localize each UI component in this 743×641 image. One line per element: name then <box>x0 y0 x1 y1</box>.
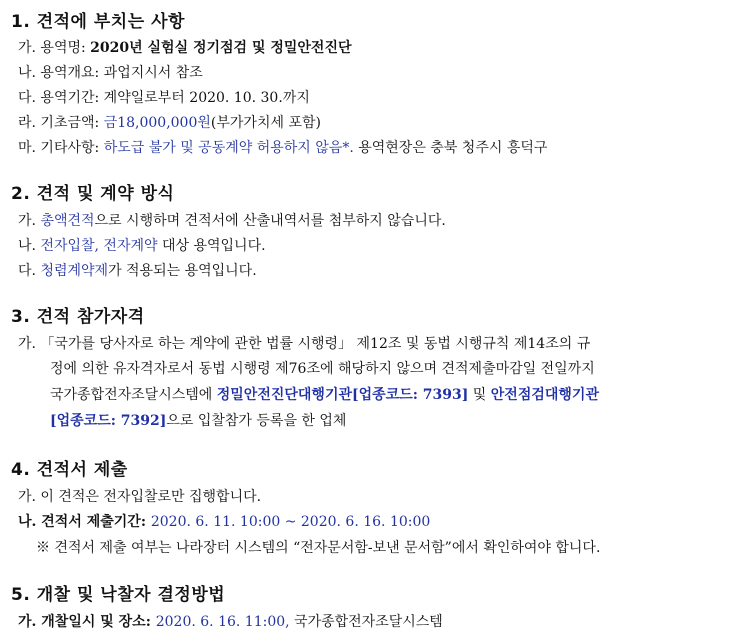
s2-item-b-suffix: 대상 용역입니다. <box>157 238 266 254</box>
s1-item-b: 나. 용역개요: 과업지시서 참조 <box>18 65 203 81</box>
s1-item-a <box>18 38 352 58</box>
s3-line-4 <box>50 411 346 431</box>
section-1-title: 1. 견적에 부치는 사항 <box>11 12 185 32</box>
s2-item-a-suffix: 으로 시행하며 견적서에 산출내역서를 첨부하지 않습니다. <box>94 213 446 229</box>
section-2-title: 2. 견적 및 계약 방식 <box>11 184 175 204</box>
s4-item-b <box>18 512 430 532</box>
s3-line-3-mid: 및 <box>468 387 491 403</box>
s3-line-2: 정에 의한 유자격자로서 동법 시행령 제76조에 해당하지 않으며 견적제출마감일 전일까지 <box>50 361 595 377</box>
s3-line-1: 가. 「국가를 당사자로 하는 계약에 관한 법률 시행령」 제12조 및 동법 시행규칙 제14조의 규 <box>18 336 591 352</box>
s1-subcontract-note: 하도급 불가 및 공동계약 허용하지 않음*. <box>103 140 354 156</box>
s1-item-d-label: 라. 기초금액: <box>18 115 104 131</box>
s2-item-c-suffix: 가 적용되는 용역입니다. <box>108 263 257 279</box>
s5-opening-place: 국가종합전자조달시스템 <box>289 614 443 630</box>
s1-item-d <box>18 113 321 133</box>
s1-item-e-suffix: 용역현장은 충북 청주시 흥덕구 <box>353 140 548 156</box>
s3-line-3-prefix: 국가종합전자조달시스템에 <box>50 387 217 403</box>
s1-base-amount: 금18,000,000원 <box>103 115 211 131</box>
s5-item-a <box>18 612 443 632</box>
s1-item-a-label: 가. 용역명: <box>18 40 91 56</box>
s3-safety-inspection-code: [업종코드: 7392] <box>50 413 167 429</box>
s3-precision-diagnosis-code: 정밀안전진단대행기관[업종코드: 7393] <box>216 387 469 403</box>
section-3-title: 3. 견적 참가자격 <box>11 307 145 327</box>
s5-opening-datetime: 2020. 6. 16. 11:00, <box>155 614 290 630</box>
s2-item-c <box>18 261 257 281</box>
s1-item-c: 다. 용역기간: 계약일로부터 2020. 10. 30.까지 <box>18 90 310 106</box>
s1-project-name: 2020년 실험실 정기점검 및 정밀안전진단 <box>90 40 352 56</box>
s4-item-a: 가. 이 견적은 전자입찰로만 집행합니다. <box>18 489 262 505</box>
s2-lump-sum: 총액견적 <box>40 213 95 229</box>
s4-submission-period: 2020. 6. 11. 10:00 ~ 2020. 6. 16. 10:00 <box>150 514 431 530</box>
s3-line-4-suffix: 으로 입찰참가 등록을 한 업체 <box>166 413 347 429</box>
s1-item-e <box>18 138 547 158</box>
s2-item-b-label: 나. <box>18 238 41 254</box>
s2-item-b <box>18 236 266 256</box>
section-5-title: 5. 개찰 및 낙찰자 결정방법 <box>11 585 226 605</box>
s2-item-a-label: 가. <box>18 213 41 229</box>
s4-submission-period-label: 나. 견적서 제출기간: <box>18 514 151 530</box>
s3-safety-inspection-agency: 안전점검대행기관 <box>490 387 599 403</box>
s1-item-d-suffix: (부가가치세 포함) <box>210 115 321 131</box>
section-4-title: 4. 견적서 제출 <box>11 460 128 480</box>
s2-item-c-label: 다. <box>18 263 41 279</box>
s2-integrity-contract: 청렴계약제 <box>40 263 109 279</box>
s2-e-bidding: 전자입찰, 전자계약 <box>40 238 158 254</box>
s3-line-3 <box>50 385 599 405</box>
s2-item-a <box>18 211 446 231</box>
s5-opening-label: 가. 개찰일시 및 장소: <box>18 614 156 630</box>
s1-item-e-label: 마. 기타사항: <box>18 140 104 156</box>
s4-note: ※ 견적서 제출 여부는 나라장터 시스템의 “전자문서함-보낸 문서함”에서 확인하여야 합니다. <box>36 540 601 556</box>
